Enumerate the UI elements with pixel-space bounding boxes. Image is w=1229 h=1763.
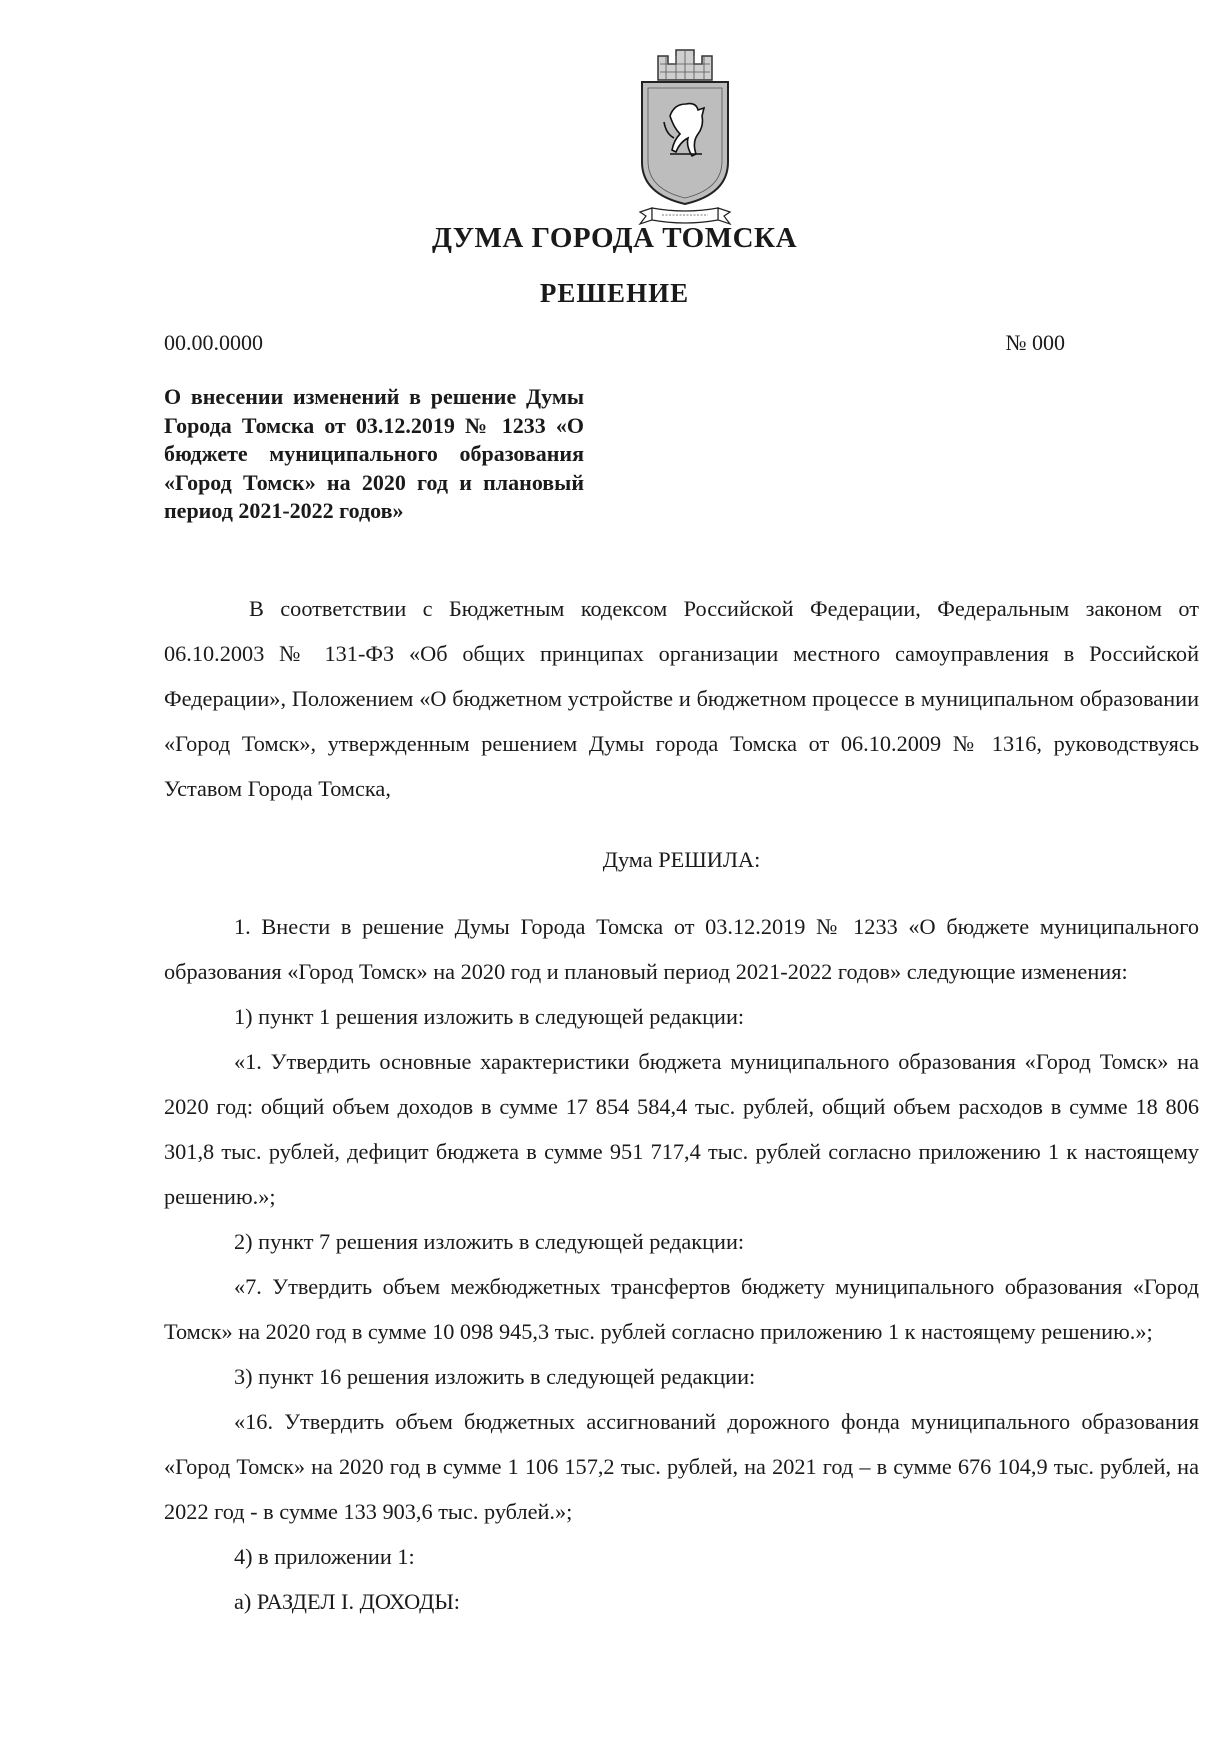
item-paragraph-9: а) РАЗДЕЛ I. ДОХОДЫ: (234, 1589, 460, 1614)
item-paragraph-7: «16. Утвердить объем бюджетных ассигнований дорожного фонда муниципального образования «Город Томск» на 2020 год в сумме 1 106 157,2 тыс. рублей, на 2021 год – в сумме 676 104,9 тыс. рублей, на 2022 год - в сумме 133 903,6 тыс. рублей.»; (164, 1409, 1199, 1524)
item-paragraph-3: «1. Утвердить основные характеристики бюджета муниципального образования «Город Томск» на 2020 год: общий объем доходов в сумме 17 854 584,4 тыс. рублей, общий объем расходов в сумме 18 806 301,8 тыс. рублей, дефицит бюджета в сумме 951 717,4 тыс. рублей согласно приложению 1 к настоящему решению.»; (164, 1049, 1199, 1209)
organization-title: ДУМА ГОРОДА ТОМСКА (431, 222, 798, 254)
document-subject: О внесении изменений в решение Думы Города Томска от 03.12.2019 № 1233 «О бюджете муниципального образования «Город Томск» на 2020 год и плановый период 2021-2022 годов» (164, 384, 584, 523)
item-paragraph-8: 4) в приложении 1: (234, 1544, 415, 1569)
document-kind: РЕШЕНИЕ (539, 278, 690, 308)
item-paragraph-2: 1) пункт 1 решения изложить в следующей редакции: (234, 1004, 745, 1029)
item-paragraph-4: 2) пункт 7 решения изложить в следующей редакции: (234, 1229, 745, 1254)
tomsk-coat-of-arms-icon (630, 42, 740, 227)
document-number: № 000 (1005, 330, 1065, 355)
item-paragraph-1: 1. Внести в решение Думы Города Томска от 03.12.2019 № 1233 «О бюджете муниципального образования «Город Томск» на 2020 год и плановый период 2021-2022 годов» следующие изменения: (164, 914, 1199, 984)
item-paragraph-5: «7. Утвердить объем межбюджетных трансфертов бюджету муниципального образования «Город Томск» на 2020 год в сумме 10 098 945,3 тыс. рублей согласно приложению 1 к настоящему решению.»; (164, 1274, 1199, 1344)
resolved-heading: Дума РЕШИЛА: (602, 847, 761, 872)
item-paragraph-6: 3) пункт 16 решения изложить в следующей редакции: (234, 1364, 756, 1389)
document-body (164, 586, 1199, 1624)
preamble-paragraph: В соответствии с Бюджетным кодексом Российской Федерации, Федеральным законом от 06.10.2003 № 131-ФЗ «Об общих принципах организации местного самоуправления в Российской Федерации», Положением «О бюджетном устройстве и бюджетном процессе в муниципальном образовании «Город Томск», утвержденным решением Думы города Томска от 06.10.2009 № 1316, руководствуясь Уставом Города Томска, (164, 596, 1199, 801)
document-date: 00.00.0000 (164, 330, 263, 355)
